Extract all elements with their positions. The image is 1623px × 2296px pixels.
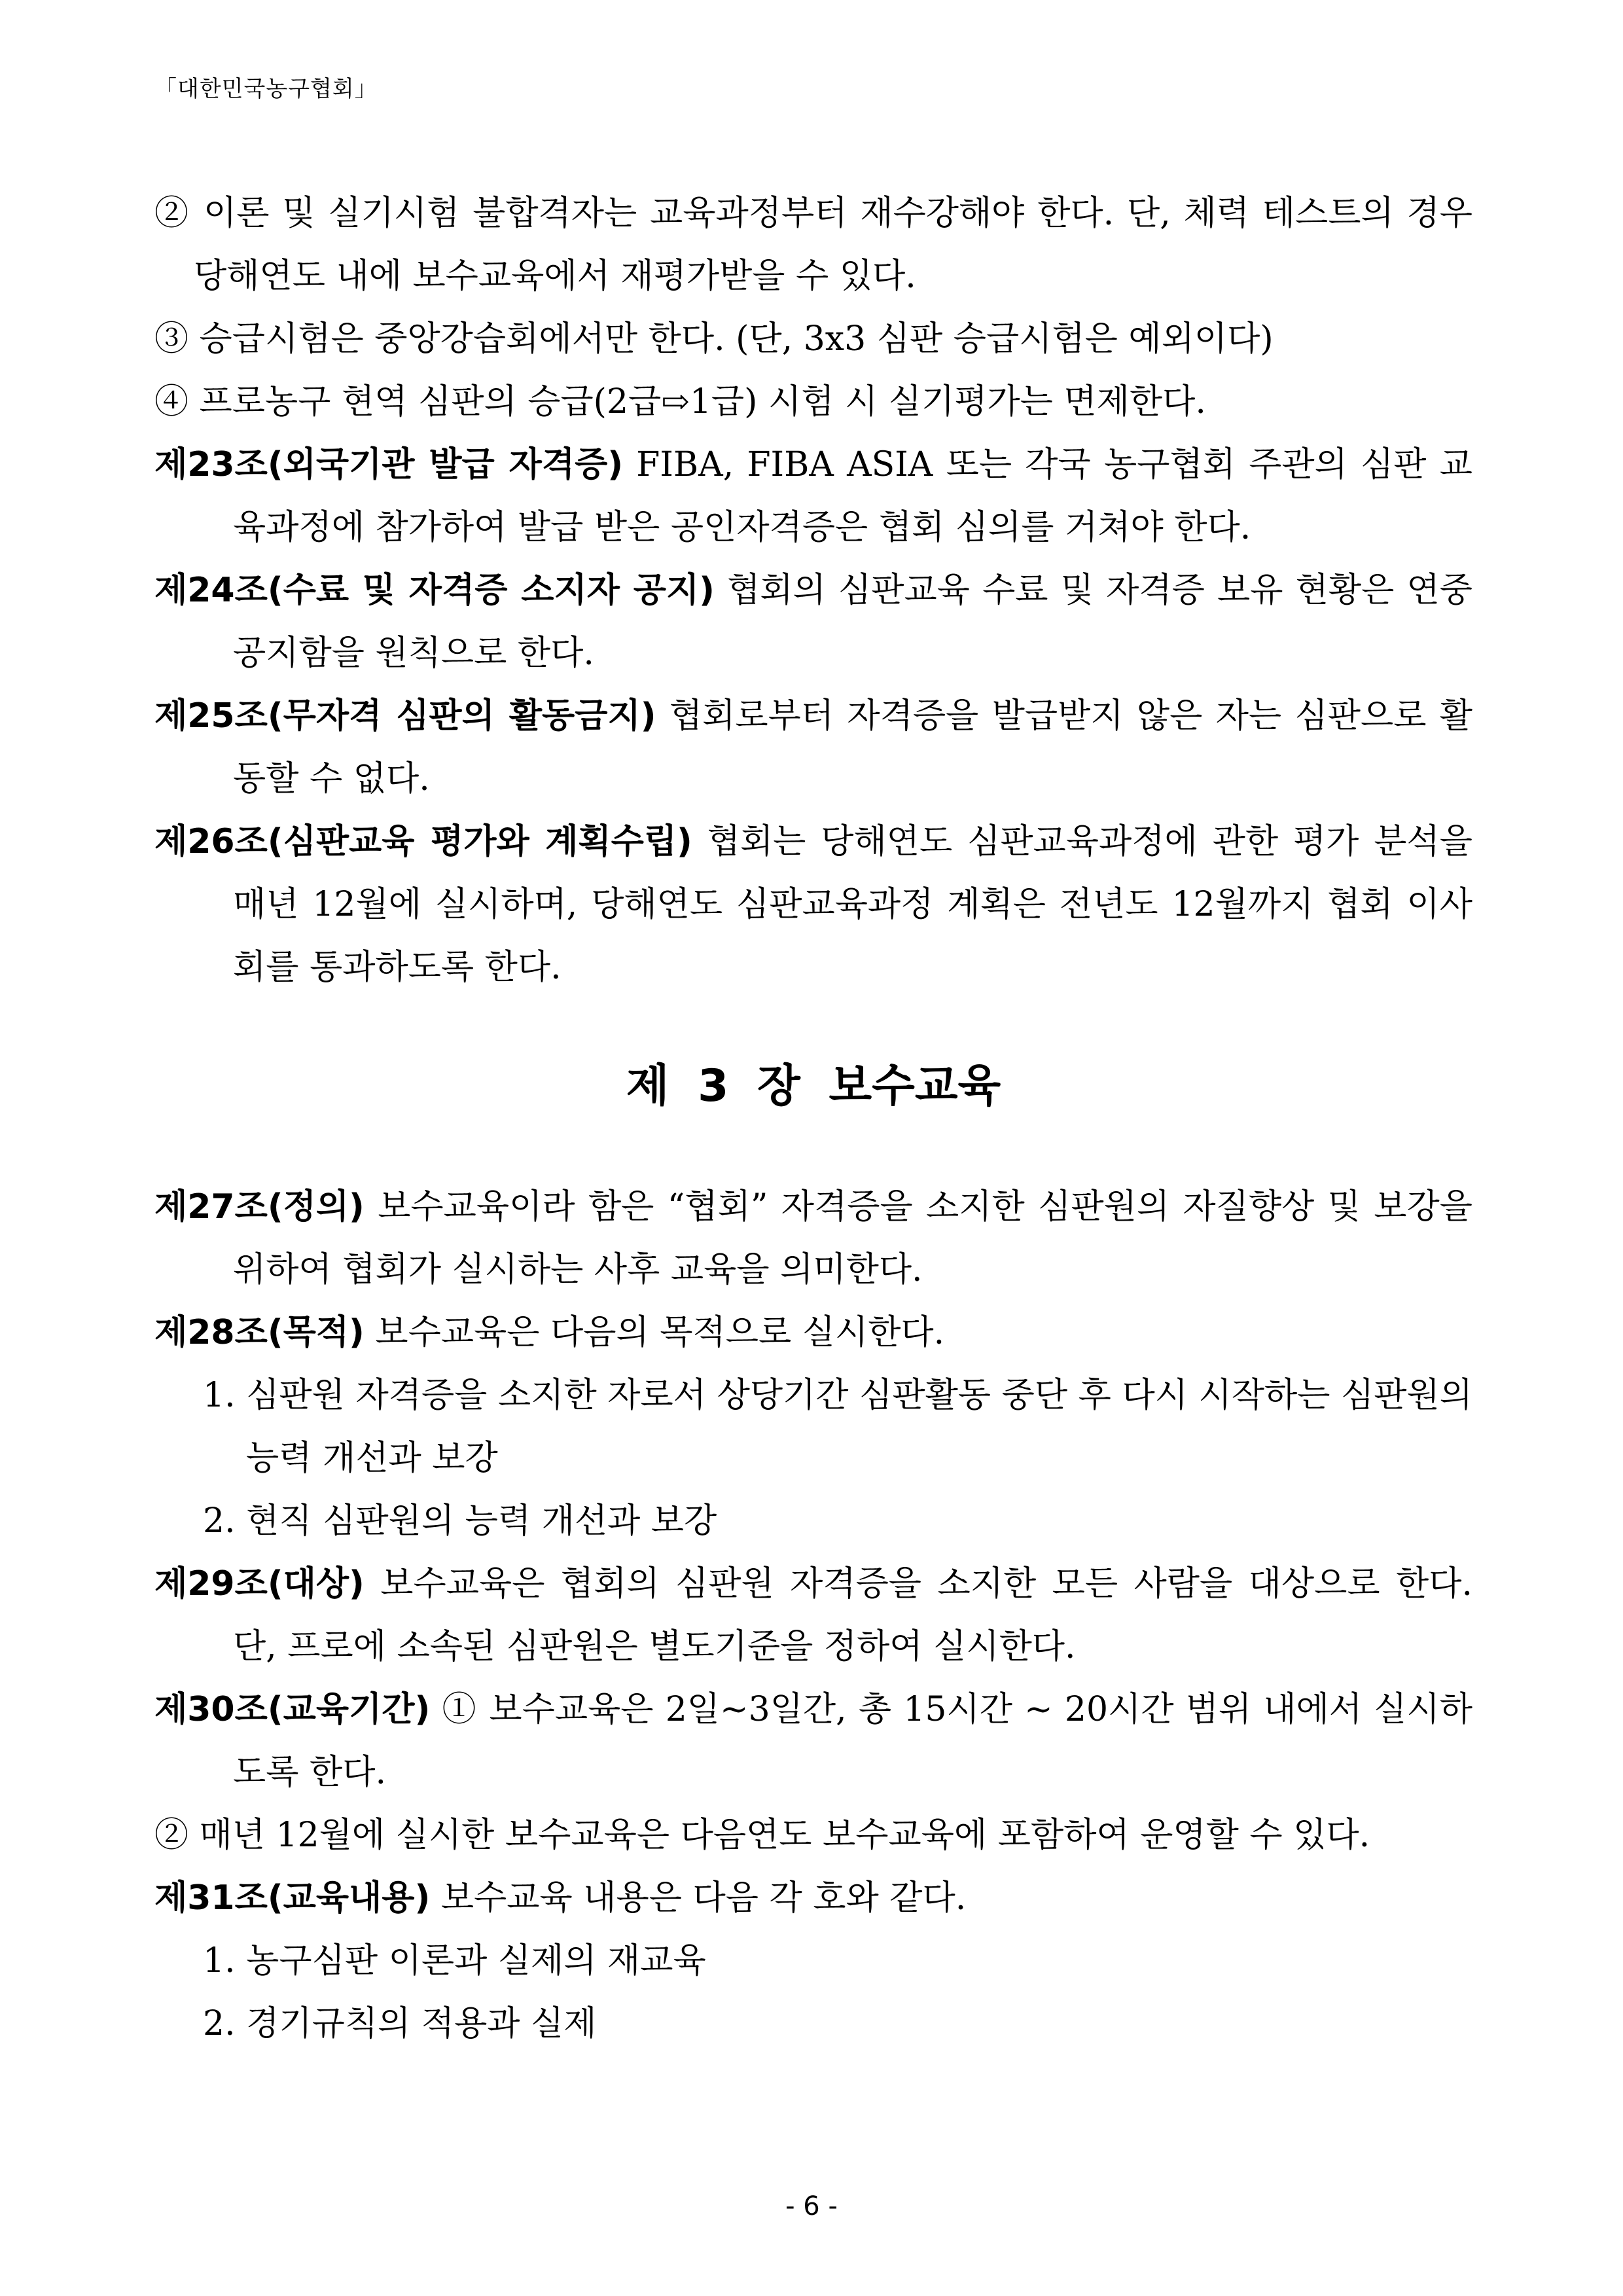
article-30-paragraph-2: ② 매년 12월에 실시한 보수교육은 다음연도 보수교육에 포함하여 운영할 수 있다.	[154, 1816, 1370, 1855]
article-31	[154, 1867, 1472, 1929]
article-26-text: 협회는 당해연도 심판교육과정에 관한 평가 분석을 매년 12월에 실시하며, 당해연도 심판교육과정 계획은 전년도 12월까지 협회 이사회를 통과하도록 한다.	[233, 822, 1472, 987]
article-28-title: 제28조(목적)	[154, 1313, 365, 1352]
paragraph-promotion-exam: ③ 승급시험은 중앙강습회에서만 한다. (단, 3x3 심판 승급시험은 예외이다)	[154, 319, 1274, 359]
organization-header: 「대한민국농구협회」	[154, 76, 378, 102]
article-31-item-2: 2. 경기규칙의 적용과 실제	[203, 2004, 597, 2043]
article-31-text: 보수교육 내용은 다음 각 호와 같다.	[430, 1878, 967, 1918]
article-28-item-2: 2. 현직 심판원의 능력 개선과 보강	[203, 1501, 717, 1541]
article-25-text: 협회로부터 자격증을 발급받지 않은 자는 심판으로 활동할 수 없다.	[233, 696, 1473, 798]
document-body	[154, 182, 1472, 2055]
paragraph-retake: ② 이론 및 실기시험 불합격자는 교육과정부터 재수강해야 한다. 단, 체력 테스트의 경우 당해연도 내에 보수교육에서 재평가받을 수 있다.	[154, 194, 1472, 296]
article-30	[154, 1678, 1472, 1804]
article-28-item-1: 1. 심판원 자격증을 소지한 자로서 상당기간 심판활동 중단 후 다시 시작하는 심판원의 능력 개선과 보강	[203, 1376, 1472, 1478]
article-30-title: 제30조(교육기간)	[154, 1690, 431, 1729]
article-29	[154, 1552, 1472, 1678]
article-30-text: ① 보수교육은 2일~3일간, 총 15시간 ~ 20시간 범위 내에서 실시하도록 한다.	[233, 1690, 1472, 1792]
article-24	[154, 559, 1472, 685]
article-28	[154, 1301, 1472, 1364]
article-29-title: 제29조(대상)	[154, 1564, 365, 1604]
article-28-text: 보수교육은 다음의 목적으로 실시한다.	[364, 1313, 945, 1352]
page-number: - 6 -	[785, 2191, 838, 2221]
paragraph-pro-exemption: ④ 프로농구 현역 심판의 승급(2급⇨1급) 시험 시 실기평가는 면제한다.	[154, 382, 1206, 422]
article-24-title: 제24조(수료 및 자격증 소지자 공지)	[154, 571, 715, 610]
article-27-text: 보수교육이라 함은 “협회” 자격증을 소지한 심판원의 자질향상 및 보강을 위하여 협회가 실시하는 사후 교육을 의미한다.	[233, 1187, 1472, 1289]
article-27-title: 제27조(정의)	[154, 1187, 365, 1227]
article-26-title: 제26조(심판교육 평가와 계획수립)	[154, 822, 692, 861]
article-27	[154, 1175, 1472, 1301]
article-26	[154, 810, 1472, 999]
chapter-heading: 제 3 장 보수교육	[626, 1060, 1001, 1112]
article-23-text: FIBA, FIBA ASIA 또는 각국 농구협회 주관의 심판 교육과정에 참가하여 발급 받은 공인자격증은 협회 심의를 거쳐야 한다.	[233, 445, 1473, 547]
article-23	[154, 433, 1472, 559]
article-29-text: 보수교육은 협회의 심판원 자격증을 소지한 모든 사람을 대상으로 한다. 단, 프로에 소속된 심판원은 별도기준을 정하여 실시한다.	[233, 1564, 1472, 1666]
article-25-title: 제25조(무자격 심판의 활동금지)	[154, 696, 656, 736]
article-31-title: 제31조(교육내용)	[154, 1878, 431, 1918]
article-25	[154, 685, 1472, 810]
article-23-title: 제23조(외국기관 발급 자격증)	[154, 445, 624, 484]
article-31-item-1: 1. 농구심판 이론과 실제의 재교육	[203, 1941, 706, 1981]
article-24-text: 협회의 심판교육 수료 및 자격증 보유 현황은 연중 공지함을 원칙으로 한다.	[233, 571, 1472, 673]
